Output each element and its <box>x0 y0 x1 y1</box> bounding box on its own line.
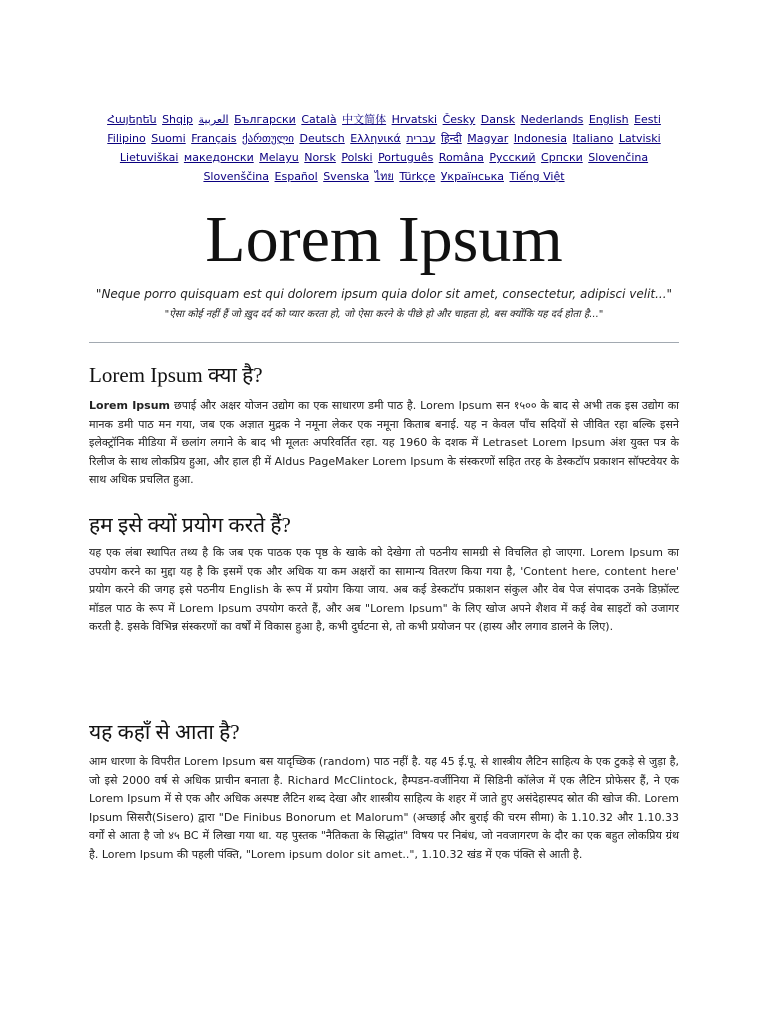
language-link[interactable]: Latviski <box>618 132 661 145</box>
language-link[interactable]: Português <box>378 151 434 164</box>
language-link[interactable]: العربية <box>198 113 229 126</box>
language-link[interactable]: עברית <box>406 132 436 145</box>
language-link[interactable]: Tiếng Việt <box>509 170 565 183</box>
language-link[interactable]: Slovenščina <box>203 170 270 183</box>
language-link[interactable]: Ελληνικά <box>350 132 401 145</box>
language-link[interactable]: Indonesia <box>513 132 567 145</box>
language-link[interactable]: Shqip <box>162 113 194 126</box>
section-heading: यह कहाँ से आता है? <box>89 720 240 744</box>
language-link[interactable]: Româna <box>438 151 484 164</box>
paragraph-body: छपाई और अक्षर योजन उद्योग का एक साधारण डमी पाठ है. Lorem Ipsum सन १५०० के बाद से अभी तक इस उद्योग का मानक डमी पाठ मन गया, जब एक अज्ञात मुद्रक ने नमूना लेकर एक नमूना किताब बनाई. यह न केवल पाँच सदियों से जीवित रहा बल्कि इसने इलेक्ट्रॉनिक मीडिया में छलांग लगाने के बाद भी मूलतः अपरिवर्तित रहा. यह 1960 के दशक में Letraset Lorem Ipsum अंश युक्त पत्र के रिलीज के साथ लोकप्रिय हुआ, और हाल ही में Aldus PageMaker Lorem Ipsum के संस्करणों सहित तरह के डेस्कटॉप प्रकाशन सॉफ्टवेयर के साथ अधिक प्रचलित हुआ. <box>89 399 679 487</box>
language-link[interactable]: ქართული <box>242 132 294 145</box>
section-why-use <box>89 512 679 637</box>
language-link[interactable]: Italiano <box>572 132 614 145</box>
language-link[interactable]: 中文简体 <box>342 113 387 126</box>
language-link[interactable]: हिन्दी <box>440 132 462 145</box>
section-paragraph: यह एक लंबा स्थापित तथ्य है कि जब एक पाठक एक पृष्ठ के खाके को देखेगा तो पठनीय सामग्री से विचलित हो जाएगा. Lorem Ipsum का उपयोग करने का मुद्दा यह है कि इसमें एक और अधिक या कम अक्षरों का सामान्य वितरण किया गया है, 'Content here, content here' प्रयोग करने की जगह इसे पठनीय English के रूप में प्रयोग किया जाय. अब कई डेस्कटॉप प्रकाशन संकुल और वेब पेज संपादक उनके डिफ़ॉल्ट मॉडल पाठ के रूप में Lorem Ipsum उपयोग करते हैं, और अब "Lorem Ipsum" के लिए खोज अपने शैशव में कई वेब साइटों को उजागर करती है. इसके विभिन्न संस्करणों का वर्षों में विकास हुआ है, कभी दुर्घटना से, तो कभी प्रयोजन पर (हास्य और लगाव डालने के लिए). <box>89 546 679 634</box>
language-link[interactable]: Lietuviškai <box>119 151 179 164</box>
language-link[interactable]: Norsk <box>304 151 336 164</box>
section-paragraph <box>89 397 679 490</box>
language-link[interactable]: Dansk <box>480 113 516 126</box>
language-link[interactable]: English <box>588 113 629 126</box>
section-heading: Lorem Ipsum क्या है? <box>89 363 263 387</box>
quote-english: "Neque porro quisquam est qui dolorem ipsum quia dolor sit amet, consectetur, adipisci velit..." <box>95 287 673 301</box>
language-link[interactable]: Svenska <box>323 170 370 183</box>
language-link[interactable]: Español <box>274 170 318 183</box>
language-link[interactable]: Български <box>234 113 296 126</box>
language-link[interactable]: Türkçe <box>399 170 436 183</box>
language-link[interactable]: Magyar <box>467 132 509 145</box>
language-link[interactable]: Српски <box>541 151 583 164</box>
language-link[interactable]: ไทย <box>374 170 394 183</box>
paragraph-lead: Lorem Ipsum <box>89 399 171 412</box>
language-link[interactable]: Hrvatski <box>391 113 438 126</box>
language-selector <box>89 110 679 186</box>
language-link[interactable]: Nederlands <box>520 113 584 126</box>
section-what-is <box>89 362 679 490</box>
quote-hindi: "ऐसा कोई नहीं हैं जो ख़ुद दर्द को प्यार करता हो, जो ऐसा करने के पीछे हो और चाहता हो, बस क्योंकि यह दर्द होता है..." <box>164 309 604 320</box>
section-where-from <box>89 719 679 865</box>
language-link[interactable]: Polski <box>341 151 373 164</box>
language-link[interactable]: Slovenčina <box>588 151 649 164</box>
language-link[interactable]: Filipino <box>107 132 146 145</box>
language-link[interactable]: Suomi <box>151 132 186 145</box>
page-title: Lorem Ipsum <box>205 203 563 276</box>
divider <box>89 342 679 343</box>
language-link[interactable]: Česky <box>442 113 476 126</box>
language-link[interactable]: Հայերեն <box>107 113 157 126</box>
language-link[interactable]: Français <box>191 132 237 145</box>
section-paragraph: आम धारणा के विपरीत Lorem Ipsum बस यादृच्छिक (random) पाठ नहीं है. यह 45 ई.पू. से शास्त्रीय लैटिन साहित्य के एक टुकड़े से जुड़ा है, जो इसे 2000 वर्ष से अधिक प्राचीन बनाता है. Richard McClintock, हैम्पडन-वर्जीनिया में सिडिनी कॉलेज में एक लैटिन प्रोफेसर हैं, ने एक Lorem Ipsum में से एक और अधिक अस्पष्ट लैटिन शब्द देखा और शास्त्रीय साहित्य के शहर में जाते हुए असंदेहास्पद स्रोत की खोज की. Lorem Ipsum सिसरौ(Sisero) द्वारा "De Finibus Bonorum et Malorum" (अच्छाई और बुराई की चरम सीमा) के 1.10.32 और 1.10.33 वर्गों से आता है जो ४५ BC में लिखा गया था. यह पुस्तक "नैतिकता के सिद्धांत" विषय पर निबंध, जो नवजागरण के दौर का एक बहुत लोकप्रिय ग्रंथ है. Lorem Ipsum की पहली पंक्ति, "Lorem ipsum dolor sit amet..", 1.10.32 खंड में एक पंक्ति से आती है. <box>89 755 679 861</box>
language-link[interactable]: Català <box>301 113 337 126</box>
section-heading: हम इसे क्यों प्रयोग करते हैं? <box>89 513 291 537</box>
language-link[interactable]: Melayu <box>259 151 299 164</box>
language-link[interactable]: Deutsch <box>299 132 345 145</box>
language-link[interactable]: Eesti <box>634 113 661 126</box>
language-link[interactable]: Русский <box>489 151 536 164</box>
language-link[interactable]: македонски <box>183 151 254 164</box>
language-link[interactable]: Українська <box>440 170 504 183</box>
